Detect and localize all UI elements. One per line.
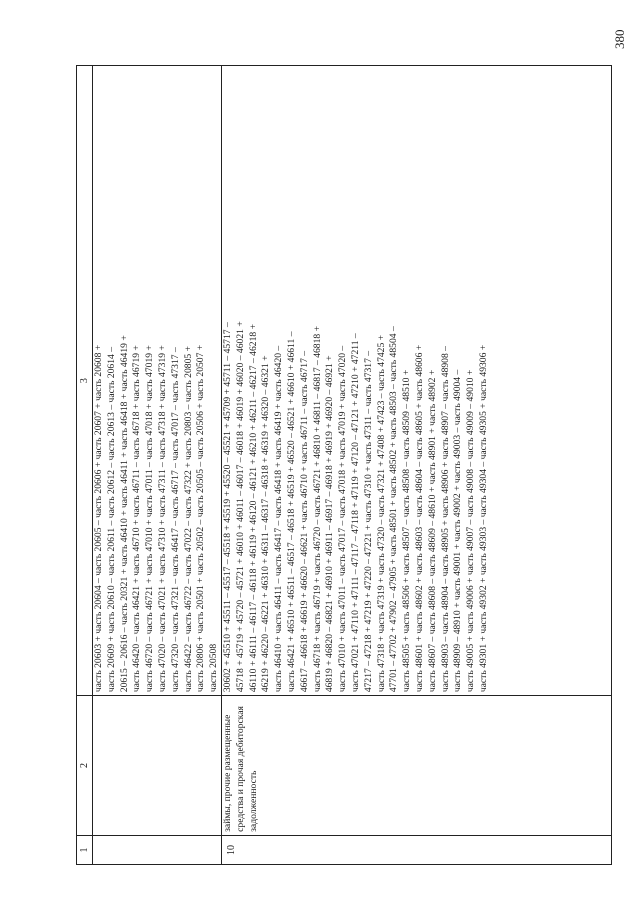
formula-line: 46219 + 46220 – 46221 + 46310 + 46311 – 46317 – 46318 + 46319 + 46320 – 46321 + [260, 355, 272, 693]
formula-line: часть 20609 + часть 20610 – часть 20611 – часть 20612 – часть 20613 – часть 20614 – [105, 346, 117, 693]
formula-line: часть 46422 – часть 46722 – часть 47022 – часть 47322 + часть 20803 – часть 20805 + [182, 346, 194, 693]
formula-line: часть 20508 [208, 643, 220, 693]
header-col-2: 2 [77, 696, 93, 836]
formula-line: часть 48909 – 48910 + часть 49001 + часть 49002 + часть 49003 – часть 49004 – [452, 369, 464, 693]
formula-line: часть 20603 + часть 20604 – часть 20605 – часть 20606 + часть 20607 + часть 20608 + [93, 344, 104, 693]
formula-line: 30602 + 45510 + 45511 – 45517 – 45518 + 45519 + 45520 – 45521 + 45709 + 45711 – 45717 – [221, 322, 233, 693]
formula-line: часть 47320 – часть 47321 – часть 46417 – часть 46717 – часть 47017 – часть 47317 – [169, 347, 181, 693]
row-name-line: займы, прочие размещенные [221, 714, 233, 832]
formula-line: 45718 + 45719 + 45720 – 45721 + 46010 + 46011 – 46017 – 46018 + 46019 + 46020 – 46021 + [234, 321, 246, 693]
row-number: 10 [221, 835, 611, 864]
formula-table [76, 65, 612, 865]
formula-line: часть 49005 + часть 49006 + часть 49007 – часть 49008 – часть 49009 – 49010 + [465, 369, 477, 693]
formula-line: 46110 + 46111 – 46117 – 46118 + 46119 + 46120 – 46121 + 46210 + 46211 – 46217 – 46218 + [247, 324, 259, 693]
formula-line: 46819 + 46820 – 46821 + 46910 + 46911 – 46917 – 46918 + 46919 + 46920 – 46921 + [324, 355, 336, 693]
header-col-1: 1 [77, 835, 93, 864]
formula-line: часть 46410 + часть 46411 – часть 46417 – часть 46418 + часть 46419 + часть 46420 – [273, 345, 285, 693]
page-number: 380 [612, 29, 627, 49]
formula-line: часть 47318 + часть 47319 + часть 47320 – часть 47321 + 47408 + 47423 – часть 47425 + [375, 334, 387, 693]
header-col-3: 3 [77, 66, 93, 696]
formula-line: часть 48505 + часть 48506 + часть 48507 – часть 48508 – часть 48509 – 48510 + [401, 369, 413, 693]
formula-line: часть 48607 – часть 48608 – часть 48609 – 48610 + часть 48901 + часть 48902 + [426, 369, 438, 693]
formula-line: часть 48903 – часть 48904 – часть 48905 + часть 48906 + часть 48907 – часть 48908 – [439, 346, 451, 693]
table-row-10 [221, 66, 611, 865]
row-formula [93, 66, 222, 696]
formula-line: 47217 – 47218 + 47219 + 47220 – 47221 + часть 47310 + часть 47311 – часть 47317 – [362, 350, 374, 693]
formula-line: часть 46421 + 46510 + 46511 – 46517 – 46518 + 46519 + 46520 – 46521 + 46610 + 46611 – [285, 331, 297, 693]
formula-line: часть 47010 + часть 47011 – часть 47017 – часть 47018 + часть 47019 + часть 47020 – [337, 345, 349, 693]
row-name [93, 696, 222, 836]
formula-line: часть 46718 + часть 46719 + часть 46720 – часть 46721 + 46810 + 46811 – 46817 – 46818 + [311, 326, 323, 693]
formula-line: часть 48601 + часть 48602 + часть 48603 – часть 48604 – часть 48605 + часть 48606 + [413, 344, 425, 693]
formula-line: часть 47021 + 47110 + 47111 – 47117 – 47118 + 47119 + 47120 – 47121 + 47210 + 47211 – [349, 333, 361, 693]
row-name [221, 696, 611, 836]
formula-line: 46617 – 46618 + 46619 + 46620 – 46621 + часть 46710 + часть 46711 – часть 46717 – [298, 350, 310, 693]
row-name-line: средства и прочая дебиторская [234, 706, 246, 832]
table-header-row [77, 66, 93, 865]
formula-line: часть 20806 + часть 20501 + часть 20502 – часть 20505 – часть 20506 + часть 20507 + [195, 344, 207, 693]
formula-line: 47701 – 47702 + 47902 – 47905 + часть 48501 + часть 48502 + часть 48503 – часть 48504 – [388, 326, 400, 693]
formula-line: часть 47020 – часть 47021 + часть 47310 + часть 47311 – часть 47318 + часть 47319 + [156, 345, 168, 693]
formula-line: 20615 – 20616 – часть 20321 + часть 46410 + часть 46411 + часть 46418 + часть 46419 + [118, 335, 130, 693]
row-name-line: задолженность [247, 770, 259, 832]
formula-line: часть 46720 – часть 46721 + часть 47010 + часть 47011 – часть 47018 + часть 47019 + [144, 345, 156, 693]
table-row-continued [93, 66, 222, 865]
row-number [93, 835, 222, 864]
formula-line: часть 46420 – часть 46421 + часть 46710 + часть 46711 – часть 46718 + часть 46719 + [131, 345, 143, 693]
formula-line: часть 49301 + часть 49302 + часть 49303 – часть 49304 – часть 49305 + часть 49306 + [477, 344, 489, 693]
row-formula [221, 66, 611, 696]
